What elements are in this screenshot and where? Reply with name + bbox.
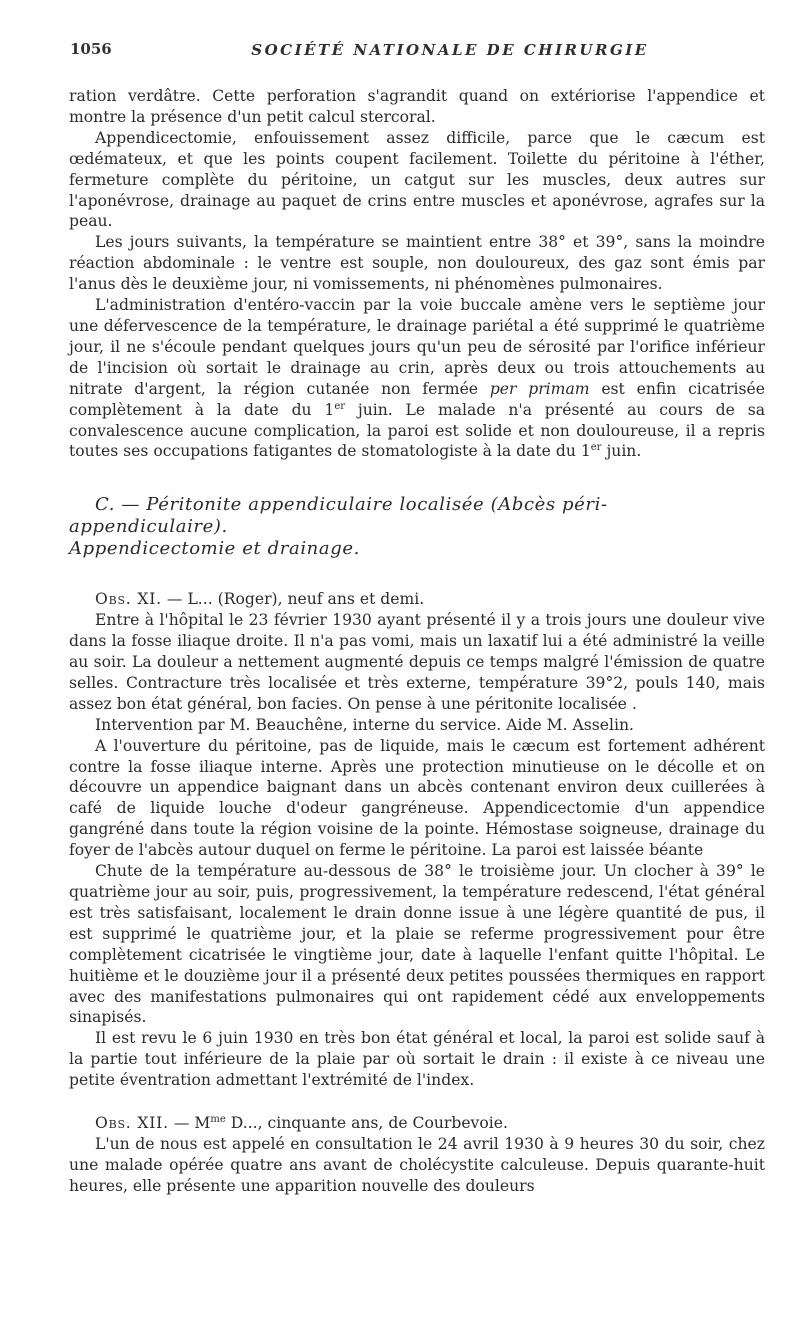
- page-number: 1056: [70, 40, 112, 58]
- section-heading-line: Appendicectomie et drainage.: [69, 538, 360, 560]
- observation-xi-title: [69, 589, 765, 610]
- text-span: juin.: [606, 442, 642, 461]
- paragraph-appendicectomy: Appendicectomie, enfouissement assez difficile, parce que le cæcum est œdémateux, et que les points coupent facilement. Toilette du péritoine à l'éther, fermeture complète du péritoine, un catgut sur les muscles, deux autres sur l'aponévrose, drainage au paquet de crins entre muscles et aponévrose, agrafes sur la peau.: [69, 128, 765, 231]
- running-title: SOCIÉTÉ NATIONALE DE CHIRURGIE: [251, 41, 649, 59]
- text-span: est enfin cicatrisée complètement à la date du 1: [69, 379, 765, 419]
- observation-label: Obs. XI.: [95, 590, 162, 609]
- paragraph-obs11-intervention: Intervention par M. Beauchêne, interne du service. Aide M. Asselin.: [95, 715, 634, 734]
- observation-xii-title: [69, 1113, 765, 1134]
- superscript: er: [334, 400, 346, 412]
- observation-dash: — M: [173, 1114, 211, 1133]
- paragraph-obs11-postop: Chute de la température au-dessous de 38° le troisième jour. Un clocher à 39° le quatrième jour au soir, puis, progressivement, la température redescend, l'état général est très satisfaisant, localement le drain donne issue à une légère quantité de pus, il est supprimé le quatrième jour, et la plaie se referme progressivement pour être complètement cicatrisée le vingtième jour, date à laquelle l'enfant quitte l'hôpital. Le huitième et le douzième jour il a présenté deux petites poussées thermiques en rapport avec des manifestations pulmonaires qui ont rapidement cédé aux enveloppements sinapisés.: [69, 862, 765, 1027]
- paragraph-obs11-admission: Entre à l'hôpital le 23 février 1930 ayant présenté il y a trois jours une douleur vive dans la fosse iliaque droite. Il n'a pas vomi, mais un laxatif lui a été administré la veille au soir. La douleur a nettement augmenté depuis ce temps malgré l'émission de quatre selles. Contracture très localisée et très externe, température 39°2, pouls 140, mais assez bon état général, bon facies. On pense à une péritonite localisée .: [69, 611, 765, 713]
- section-heading: [69, 494, 765, 560]
- text-span: juin. Le malade n'a présenté au cours de sa convalescence aucune complication, la paroi est solide et non douloureuse, il a repris toutes ses occupations fatigantes de stomatologiste à la date du 1: [69, 400, 765, 461]
- text-span: L'administration d'entéro-vaccin par la voie buccale amène vers le septième jour une défervescence de la température, le drainage pariétal a été supprimé le quatrième jour, il ne s'écoule pendant quelques jours qu'un peu de sérosité par l'orifice inférieur de l'incision où sortait le drainage au crin, après deux ou trois attouchements au nitrate d'argent, la région cutanée non fermée: [69, 296, 765, 398]
- observation-intro: D..., cinquante ans, de Courbevoie.: [230, 1114, 508, 1133]
- page-header: [70, 40, 770, 64]
- paragraph-continuation: ration verdâtre. Cette perforation s'agrandit quand on extériorise l'appendice et montre la présence d'un petit calcul stercoral.: [69, 87, 765, 126]
- paragraph-vaccine: [69, 295, 765, 462]
- section-heading-line: C. — Péritonite appendiculaire localisée (Abcès péri-appendiculaire).: [69, 494, 608, 538]
- spacer: [69, 1091, 765, 1113]
- paragraph-obs12-consultation: L'un de nous est appelé en consultation le 24 avril 1930 à 9 heures 30 du soir, chez une malade opérée quatre ans avant de cholécystite calculeuse. Depuis quarante-huit heures, elle présente une apparition nouvelle des douleurs: [69, 1134, 765, 1195]
- italic-phrase: per primam: [489, 379, 590, 398]
- observation-label: Obs. XII.: [95, 1114, 169, 1133]
- paragraph-obs11-followup: Il est revu le 6 juin 1930 en très bon état général et local, la paroi est solide sauf à la partie tout inférieure de la plaie par où sortait le drain : il existe à ce niveau une petite éventration admettant l'extrémité de l'index.: [69, 1029, 765, 1090]
- superscript: me: [210, 1113, 226, 1125]
- article-body: [69, 86, 765, 1197]
- superscript: er: [590, 442, 602, 454]
- paragraph-following-days: Les jours suivants, la température se maintient entre 38° et 39°, sans la moindre réaction abdominale : le ventre est souple, non douloureux, des gaz sont émis par l'anus dès le deuxième jour, ni vomissements, ni phénomènes pulmonaires.: [69, 233, 765, 294]
- observation-intro: — L... (Roger), neuf ans et demi.: [166, 590, 425, 609]
- paragraph-obs11-operation: A l'ouverture du péritoine, pas de liquide, mais le cæcum est fortement adhérent contre la fosse iliaque interne. Après une protection minutieuse on le décolle et on découvre un appendice baignant dans un abcès contenant environ deux cuillerées à café de liquide louche d'odeur gangréneuse. Appendicectomie d'un appendice gangréné dans toute la région voisine de la pointe. Hémostase soigneuse, drainage du foyer de l'abcès autour duquel on ferme le péritoine. La paroi est laissée béante: [69, 736, 765, 860]
